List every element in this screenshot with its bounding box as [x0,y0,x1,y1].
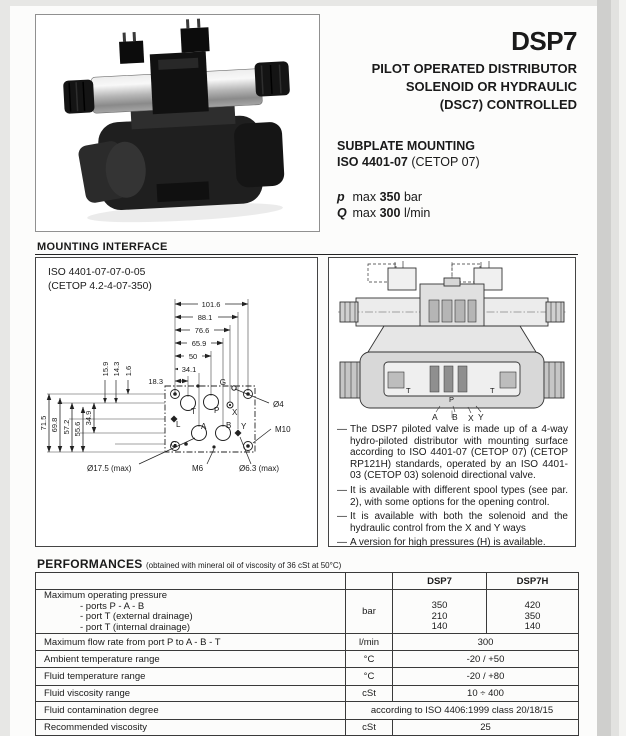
flow-value: 300 [379,206,401,220]
bullet-3-text: It is available with both the solenoid and the hydraulic control from the X and Y ways [350,511,568,534]
mounting-interface-drawing [35,257,318,547]
table-header-row [36,573,579,590]
dim-1-6: 1.6 [124,365,133,377]
bullet-dash: — [337,484,347,496]
pressure-unit-cell: bar [346,590,393,634]
section-label-b: B [452,412,458,422]
pressure-rating [337,189,577,205]
dsp7h-t-int: 140 [524,621,541,633]
dim-76-6: 76.6 [194,326,210,335]
iso-standard: ISO 4401-07 [337,155,408,169]
pressure-value: 350 [379,190,401,204]
subtitle-line2: SOLENOID OR HYDRAULIC [405,79,577,94]
flow-max-word: max [352,206,377,220]
mounting-iso-code: ISO 4401-07-07-0-05 [48,267,146,278]
pressure-unit: bar [403,190,423,204]
column-dsp7h: DSP7H [487,573,579,590]
bullet-2-text: It is available with different spool types (see par. 2), with some options for the opening control. [350,484,568,508]
dim-34-1: 34.1 [181,365,197,374]
iso-standard-line [337,155,577,169]
callout-m6: M6 [192,464,204,473]
dim-14-3: 14.3 [112,361,121,377]
flow-label: Maximum flow rate from port P to A - B - T [36,634,346,651]
dim-57-2: 57.2 [62,419,71,435]
port-label-p: P [214,406,220,415]
dim-65-9: 65.9 [191,339,207,348]
port-label-b: B [226,421,232,430]
mounting-cetop-code: (CETOP 4.2-4-07-350) [48,281,152,292]
section-label-x: X [468,413,474,422]
pressure-row-title: Maximum operating pressure [44,590,168,601]
pressure-values-dsp7 [393,590,487,634]
row-recommended-viscosity [36,720,579,736]
bullet-dash: — [337,424,347,435]
flow-rating [337,205,577,221]
contamination-label: Fluid contamination degree [36,702,346,720]
subtitle-line1: PILOT OPERATED DISTRIBUTOR [371,61,577,76]
product-photo [36,15,319,231]
viscosity-unit: cSt [346,686,393,702]
bullet-4 [337,537,568,549]
flow-unit: l/min [403,206,431,220]
flow-value: 300 [393,634,579,651]
callout-m10: M10 [275,425,291,434]
dsp7-pab: 350 [431,600,448,611]
header-block [330,26,577,114]
fluid-temp-label: Fluid temperature range [36,668,346,686]
port-label-l: L [176,420,181,429]
row-fluid-viscosity [36,686,579,702]
dim-34-9: 34.9 [84,410,93,426]
page-edge-shadow [597,0,611,736]
bullet-1 [337,424,568,482]
ambient-label: Ambient temperature range [36,651,346,668]
viscosity-label: Fluid viscosity range [36,686,346,702]
performances-title: PERFORMANCES [37,557,143,571]
recommended-value: 25 [393,720,579,736]
page-edge-white [619,0,626,736]
performances-note: (obtained with mineral oil of viscosity of 36 cSt at 50°C) [145,561,342,570]
bullet-dash: — [337,511,347,523]
bullet-2 [337,485,568,508]
dim-15-9: 15.9 [101,361,110,377]
subtitle-line3: (DSC7) CONTROLLED [439,97,577,112]
dim-55-6: 55.6 [73,421,82,437]
section-label-y: Y [478,412,484,422]
fluid-temp-unit: °C [346,668,393,686]
mounting-interface-heading: MOUNTING INTERFACE [37,241,168,253]
section-label-a: A [432,412,438,422]
ratings-block [337,189,577,221]
port-label-g-bottom: G [170,440,177,449]
callout-dia4: Ø4 [273,400,284,409]
column-dsp7: DSP7 [393,573,487,590]
dim-50: 50 [188,352,198,361]
dim-71-5: 71.5 [39,415,48,431]
valve-section-drawing [332,260,572,422]
callout-dia6-3: Ø6.3 (max) [239,464,280,473]
row-fluid-temperature [36,668,579,686]
dim-18-3: 18.3 [148,377,163,386]
pressure-max-word: max [352,190,377,204]
contamination-value: according to ISO 4406:1999 class 20/18/15 [346,702,579,720]
row-ambient-temperature [36,651,579,668]
dsp7h-t-ext: 350 [524,610,541,622]
subplate-mounting-label: SUBPLATE MOUNTING [337,139,475,153]
dim-88-1: 88.1 [197,313,213,322]
recommended-unit: cSt [346,720,393,736]
viscosity-value: 10 ÷ 400 [393,686,579,702]
page-title: DSP7 [511,26,577,56]
heading-rule [35,254,578,255]
port-label-t: T [191,407,196,416]
section-label-t-right: T [490,386,495,395]
flow-unit: l/min [346,634,393,651]
product-photo-frame [35,14,320,232]
pressure-symbol: p [337,190,345,204]
ambient-unit: °C [346,651,393,668]
row-max-flow-rate [36,634,579,651]
page-edge-light [611,0,619,736]
recommended-label: Recommended viscosity [36,720,346,736]
dim-69-8: 69.8 [50,417,59,433]
cetop-standard: (CETOP 07) [407,155,480,169]
pressure-row-sub3: - port T (internal drainage) [80,621,191,633]
port-label-x: X [232,408,238,417]
section-label-t-left: T [406,386,411,395]
bullet-1-text: The DSP7 piloted valve is made up of a 4-way hydro-piloted distributor with mounting surface according to ISO 4401-07 (CETOP 07) (CETOP RP121H) standards, operated by an ISO 4401-03 (CETOP 03) solenoid directional valve. [350,424,568,482]
callout-dia17-5: Ø17.5 (max) [87,464,132,473]
performances-heading [37,557,341,571]
performances-table [35,572,579,736]
bullet-dash: — [337,537,347,549]
pressure-row-sub1: - ports P - A - B [80,600,145,612]
dsp7h-pab: 420 [524,600,541,611]
ambient-value: -20 / +50 [393,651,579,668]
port-label-a: A [201,422,207,431]
bullet-3 [337,511,568,534]
pressure-values-dsp7h [487,590,579,634]
port-label-g-top: G [219,378,226,387]
bullet-4-text: A version for high pressures (H) is available. [350,537,546,549]
description-bullets [337,424,568,552]
pressure-row-sub2: - port T (external drainage) [80,611,193,623]
flow-symbol: Q [337,206,347,220]
section-label-p: P [449,395,455,404]
dim-101-6: 101.6 [201,300,221,309]
subplate-block [337,139,577,169]
dsp7-t-ext: 210 [431,610,448,622]
row-max-operating-pressure [36,590,579,634]
row-fluid-contamination [36,702,579,720]
dsp7-t-int: 140 [431,621,448,633]
port-label-y: Y [241,422,247,431]
fluid-temp-value: -20 / +80 [393,668,579,686]
